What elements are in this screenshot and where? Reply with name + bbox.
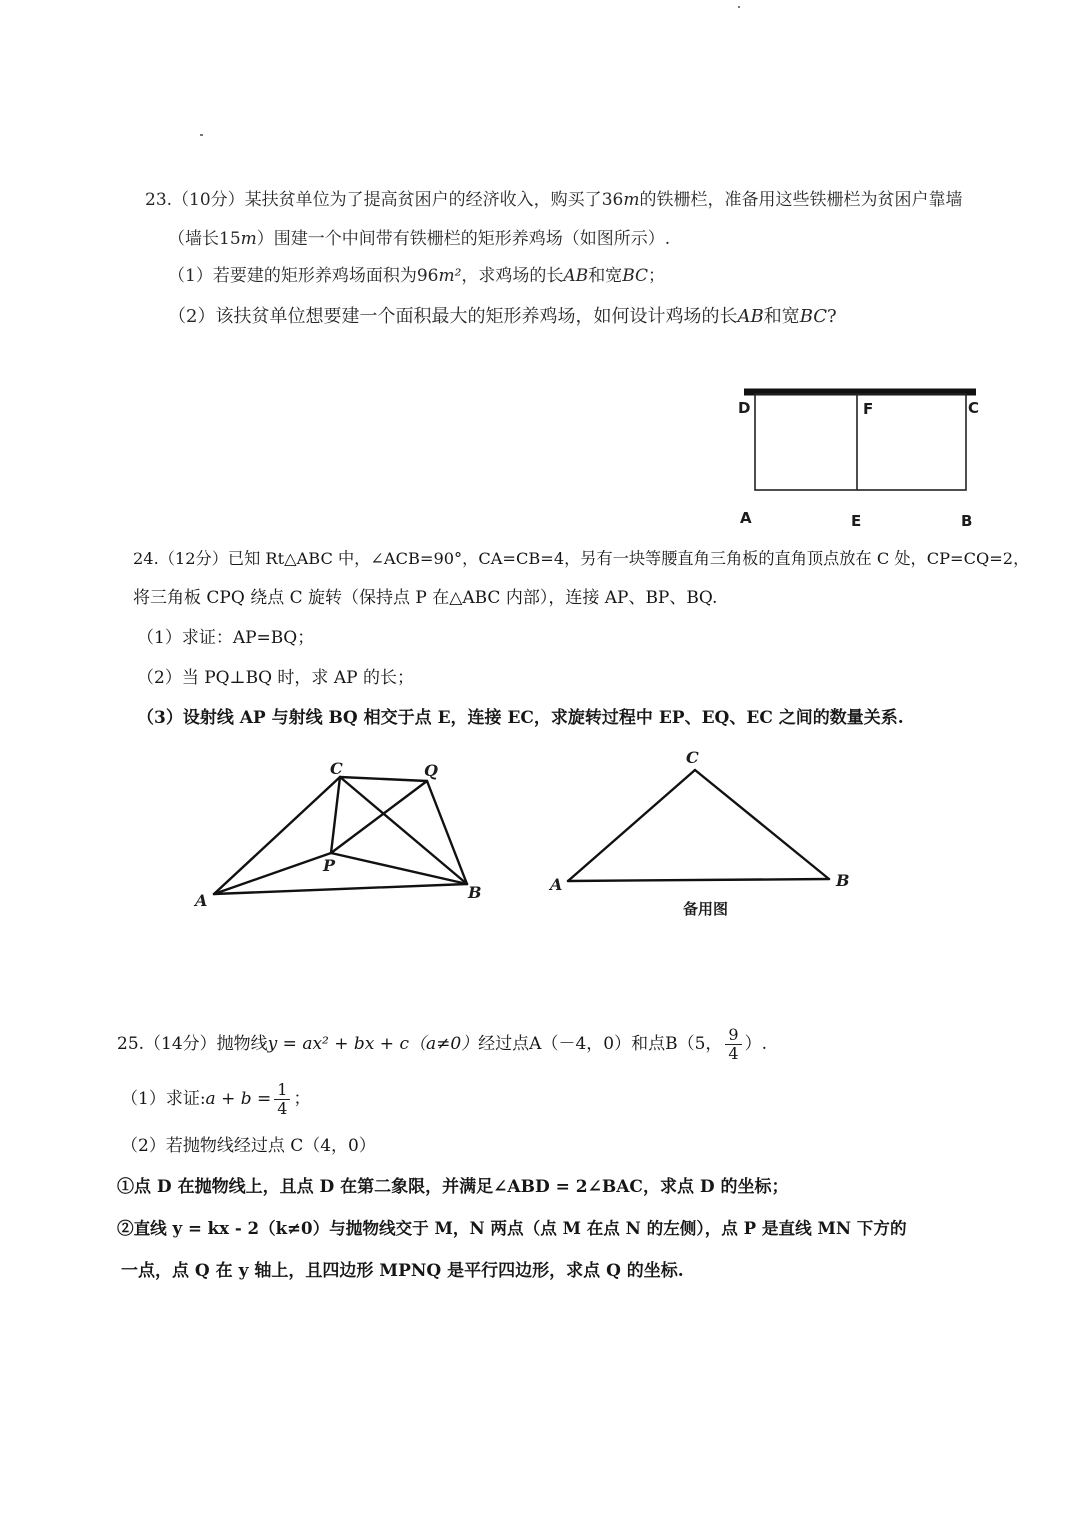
segment-pq bbox=[331, 781, 427, 853]
q23-p1-bc: BC bbox=[622, 266, 649, 286]
q24-line-2: 将三角板 CPQ 绕点 C 旋转（保持点 P 在△ABC 内部），连接 AP、BP、BQ. bbox=[133, 588, 718, 608]
q25-p1-denominator: 4 bbox=[277, 1099, 288, 1118]
q23-p2-prefix: （2）该扶贫单位想要建一个面积最大的矩形养鸡场，如何设计鸡场的长 bbox=[168, 306, 738, 327]
q25-point-b-pre: B（5， bbox=[665, 1034, 723, 1054]
fig2-label-c: C bbox=[686, 748, 699, 767]
segment-ap bbox=[214, 853, 331, 894]
q23-intro-a: 某扶贫单位为了提高贫困户的经济收入，购买了 bbox=[244, 190, 602, 210]
q25-condition: （a≠0） bbox=[408, 1034, 479, 1054]
q23-fence-length: 36 bbox=[601, 190, 624, 210]
fig1-label-c: C bbox=[330, 759, 343, 778]
label-f: F bbox=[863, 400, 874, 418]
fig1-label-a: A bbox=[195, 891, 208, 910]
q24-part-3: （3）设射线 AP 与射线 BQ 相交于点 E，连接 EC，求旋转过程中 EP、EQ、EC 之间的数量关系. bbox=[137, 708, 904, 728]
q23-wall-suffix: ）围建一个中间带有铁栅栏的矩形养鸡场（如图所示）. bbox=[256, 229, 671, 249]
fig2-label-a: A bbox=[550, 875, 563, 894]
q25-part-2: （2）若抛物线经过点 C（4，0） bbox=[121, 1136, 376, 1156]
label-a: A bbox=[740, 509, 752, 527]
q25-head-b: 经过点 bbox=[478, 1034, 530, 1054]
scan-speck bbox=[738, 6, 740, 8]
q23-intro-b: 的铁栅栏，准备用这些铁栅栏为贫困户靠墙 bbox=[639, 190, 963, 210]
segment-cq bbox=[340, 777, 427, 781]
fig1-label-b: B bbox=[468, 883, 482, 902]
q24-part-2: （2）当 PQ⊥BQ 时，求 AP 的长； bbox=[137, 668, 414, 688]
q23-score: （10分） bbox=[172, 190, 245, 210]
q25-p1-equation: a + b = bbox=[205, 1089, 272, 1109]
q23-p1-unit: m² bbox=[438, 266, 462, 286]
q25-sub-1: ①点 D 在抛物线上，且点 D 在第二象限，并满足∠ABD = 2∠BAC，求点 D 的坐标； bbox=[117, 1177, 789, 1197]
segment-ab bbox=[214, 884, 467, 894]
q23-p1-prefix: （1）若要建的矩形养鸡场面积为 bbox=[168, 266, 417, 286]
q25-line-1 bbox=[117, 1022, 767, 1066]
q25-p1-numerator: 1 bbox=[274, 1081, 290, 1100]
q25-p1-prefix: （1）求证: bbox=[121, 1089, 206, 1109]
q23-p1-end: ； bbox=[648, 266, 666, 286]
fig2-label-b: B bbox=[836, 871, 850, 890]
backup-segment-ca bbox=[568, 770, 695, 881]
q23-p1-and: 和宽 bbox=[588, 266, 623, 286]
label-c: C bbox=[968, 399, 980, 417]
farm-outer-rect bbox=[755, 394, 966, 490]
q23-p2-bc: BC bbox=[799, 306, 828, 327]
label-d: D bbox=[738, 399, 751, 417]
q23-p1-mid: ，求鸡场的长 bbox=[461, 266, 564, 286]
q23-wall-length: 15 bbox=[219, 229, 241, 249]
q23-number: 23. bbox=[145, 190, 173, 210]
segment-cp bbox=[331, 777, 340, 853]
q23-p2-end: ? bbox=[827, 306, 837, 327]
q24-part-1: （1）求证：AP=BQ； bbox=[137, 628, 315, 648]
q24-figure-backup bbox=[540, 740, 860, 900]
segment-ca bbox=[214, 777, 340, 894]
q23-line-2 bbox=[168, 227, 670, 251]
q25-sub-2: ②直线 y = kx - 2（k≠0）与抛物线交于 M，N 两点（点 M 在点 N 的左侧），点 P 是直线 MN 下方的 bbox=[117, 1218, 907, 1238]
q25-fraction-one-fourth bbox=[274, 1081, 290, 1118]
segment-pb bbox=[331, 853, 467, 884]
q25-b-denominator: 4 bbox=[728, 1044, 739, 1063]
backup-segment-ab bbox=[568, 879, 829, 881]
q23-wall-prefix: （墙长 bbox=[168, 229, 219, 249]
q23-p1-ab: AB bbox=[563, 266, 589, 286]
q25-b-numerator: 9 bbox=[725, 1026, 741, 1045]
q23-wall-unit: m bbox=[240, 229, 257, 249]
q23-p2-ab: AB bbox=[737, 306, 764, 327]
q25-p1-end: ； bbox=[293, 1089, 311, 1109]
q24-figure-main bbox=[190, 755, 500, 925]
backup-figure-caption: 备用图 bbox=[683, 900, 729, 918]
q25-sub-3: 一点，点 Q 在 y 轴上，且四边形 MPNQ 是平行四边形，求点 Q 的坐标. bbox=[121, 1261, 684, 1281]
q23-line-1 bbox=[145, 188, 962, 212]
label-b: B bbox=[961, 512, 973, 530]
q23-part-2 bbox=[168, 305, 837, 329]
q25-fraction-nine-fourths bbox=[725, 1026, 741, 1063]
q25-head-a: 25.（14分）抛物线 bbox=[117, 1034, 268, 1054]
q25-equation: y = ax² + bx + c bbox=[267, 1034, 409, 1054]
q25-part-1 bbox=[121, 1077, 310, 1121]
fig1-label-p: P bbox=[323, 856, 336, 875]
q23-p1-area: 96 bbox=[416, 266, 439, 286]
scan-speck bbox=[200, 134, 203, 136]
q25-point-b-post: ）. bbox=[744, 1034, 767, 1054]
q23-p2-and: 和宽 bbox=[763, 306, 800, 327]
label-e: E bbox=[851, 512, 862, 530]
q25-point-a: A（－4，0） bbox=[529, 1034, 632, 1054]
q23-unit: m bbox=[623, 190, 640, 210]
backup-segment-cb bbox=[695, 770, 829, 879]
q24-line-1: 24.（12分）已知 Rt△ABC 中，∠ACB=90°，CA=CB=4，另有一块等腰直角三角板的直角顶点放在 C 处，CP=CQ=2， bbox=[133, 549, 1030, 568]
q23-part-1 bbox=[168, 264, 665, 288]
q25-head-c: 和点 bbox=[631, 1034, 666, 1054]
q23-figure bbox=[720, 380, 1000, 540]
fig1-label-q: Q bbox=[424, 761, 438, 780]
